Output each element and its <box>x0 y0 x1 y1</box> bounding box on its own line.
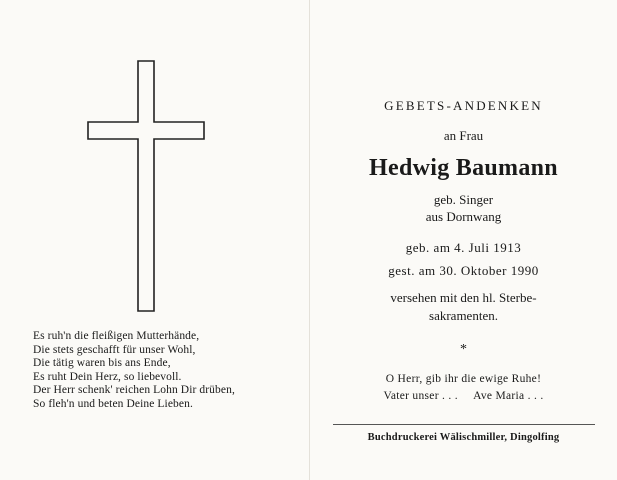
poem <box>33 330 303 412</box>
poem-line: So fleh'n und beten Deine Lieben. <box>33 397 193 410</box>
prayer-line: Vater unser . . . Ave Maria . . . <box>383 390 544 402</box>
poem-line: Es ruht Dein Herz, so liebevoll. <box>33 370 182 383</box>
separator-star: * <box>460 342 467 357</box>
salutation: an Frau <box>443 128 484 143</box>
poem-line: Der Herr schenk' reichen Lohn Dir drüben, <box>33 384 235 397</box>
fold-line <box>309 0 310 480</box>
poem-line: Die tätig waren bis ans Ende, <box>33 357 171 370</box>
death-date: gest. am 30. Oktober 1990 <box>388 263 539 278</box>
maiden-name: geb. Singer <box>433 192 494 207</box>
divider <box>333 424 595 425</box>
prayer-line: O Herr, gib ihr die ewige Ruhe! <box>385 373 542 385</box>
hometown: aus Dornwang <box>425 209 502 224</box>
poem-line: Die stets geschafft für unser Wohl, <box>33 343 196 356</box>
cross-icon <box>86 60 206 312</box>
sacraments-line: versehen mit den hl. Sterbe- <box>390 290 537 305</box>
printer-credit: Buchdruckerei Wälischmiller, Dingolfing <box>367 432 560 443</box>
memorial-text-panel <box>320 0 607 480</box>
memorial-heading: GEBETS-ANDENKEN <box>384 98 543 113</box>
sacraments-line: sakramenten. <box>429 308 498 323</box>
deceased-name: Hedwig Baumann <box>369 155 558 181</box>
birth-date: geb. am 4. Juli 1913 <box>405 240 522 255</box>
poem-line: Es ruh'n die fleißigen Mutterhände, <box>33 330 200 342</box>
